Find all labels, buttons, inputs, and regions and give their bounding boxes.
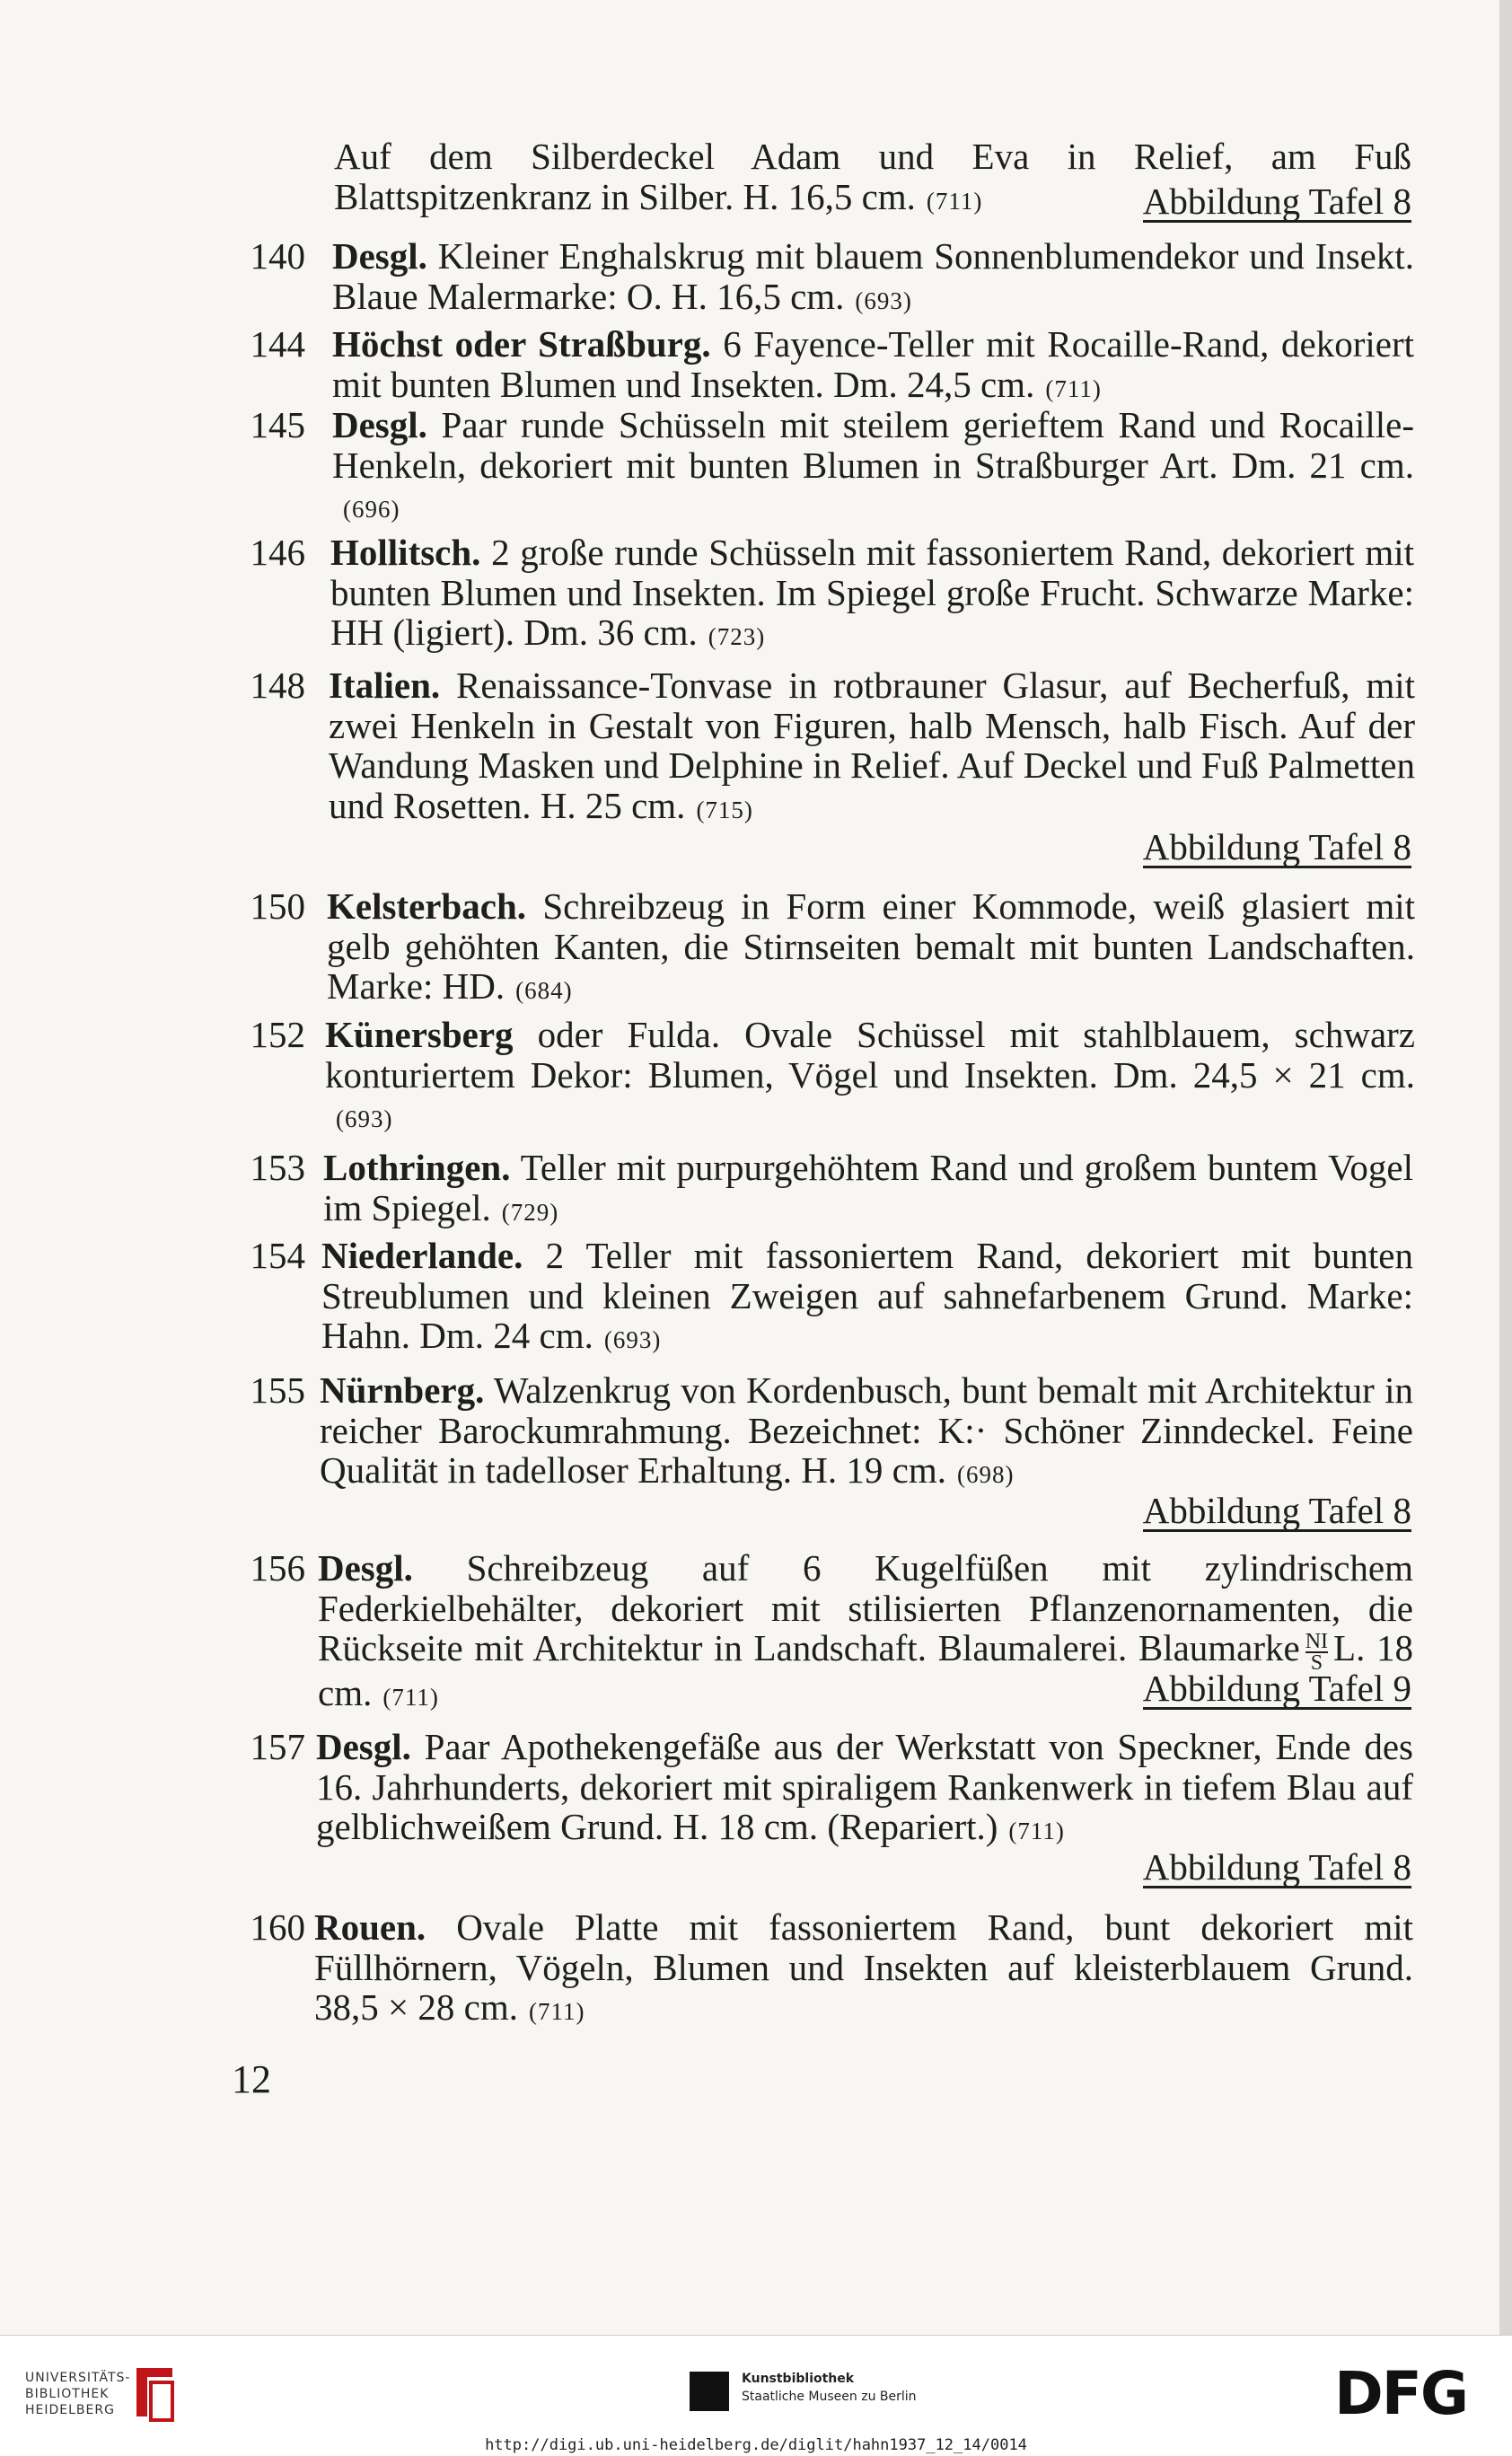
page-number: 12 — [232, 2057, 271, 2101]
entry-code: (711) — [382, 1683, 439, 1711]
entry-code: (698) — [956, 1461, 1015, 1488]
entry-code: (723) — [708, 623, 766, 650]
catalog-entry — [180, 136, 1428, 223]
catalog-entry — [180, 1727, 1428, 1888]
entry-heading: Hollitsch. — [330, 532, 481, 573]
catalog-entry — [180, 1236, 1428, 1356]
entry-code: (729) — [501, 1198, 559, 1226]
entry-text: Auf dem Silberdeckel Adam und Eva in Relief, am Fuß Blattspitzenkranz in Silber. H. 16,5 cm. — [334, 136, 1411, 217]
catalog-entry — [180, 236, 1428, 317]
entry-number: 160 — [250, 1906, 305, 1948]
catalog-entry — [180, 1547, 1428, 1713]
catalog-entry — [180, 665, 1428, 868]
entry-text: 6 Fayence-Teller mit Rocaille-Rand, dekoriert mit bunten Blumen und Insekten. Dm. 24,5 cm. — [332, 323, 1414, 405]
scan-edge — [1499, 0, 1512, 2335]
ub-line: BIBLIOTHEK — [25, 2387, 110, 2401]
plate-reference: Abbildung Tafel 8 — [1142, 180, 1411, 222]
entry-number: 154 — [250, 1235, 305, 1276]
entry-text: Walzenkrug von Kordenbusch, bunt bemalt mit Architektur in reicher Barockumrahmung. Bezeichnet: K:· Schöner Zinndeckel. Feine Qualität in tadelloser Erhaltung. H. 19 cm. — [320, 1369, 1413, 1491]
mark-fraction — [1305, 1629, 1329, 1675]
entry-text: oder Fulda. Ovale Schüssel mit stahlblauem, schwarz konturiertem Dekor: Blumen, Vögel und Insekten. Dm. 24,5 × 21 cm. — [325, 1014, 1415, 1096]
entry-heading: Desgl. — [318, 1547, 413, 1589]
fraction-numerator: NI — [1305, 1629, 1329, 1653]
entry-heading: Italien. — [329, 665, 441, 706]
entry-code: (711) — [528, 1998, 585, 2025]
ub-line: HEIDELBERG — [25, 2403, 115, 2417]
entry-code: (696) — [343, 496, 400, 523]
catalog-entry — [180, 886, 1428, 1007]
entry-heading: Desgl. — [332, 235, 427, 277]
entry-number: 140 — [250, 235, 305, 277]
entry-code: (711) — [1045, 374, 1102, 402]
kb-name: Kunstbibliothek — [742, 2372, 855, 2386]
catalog-entry — [180, 1370, 1428, 1532]
entry-text: Ovale Platte mit fassoniertem Rand, bunt dekoriert mit Füllhörnern, Vögeln, Blumen und Insekten auf kleisterblauem Grund. 38,5 × 28 cm. — [314, 1906, 1413, 2028]
entry-heading: Kelsterbach. — [327, 885, 527, 927]
ub-emblem-icon — [131, 2364, 178, 2424]
entry-number: 156 — [250, 1547, 305, 1589]
plate-reference: Abbildung Tafel 8 — [1142, 1490, 1411, 1531]
entry-code: (711) — [1008, 1818, 1065, 1844]
catalog-entry — [180, 324, 1428, 405]
catalog-entry — [180, 533, 1428, 653]
entry-text: Teller mit purpurgehöhtem Rand und großem buntem Vogel im Spiegel. — [323, 1147, 1413, 1228]
entry-number: 152 — [250, 1014, 305, 1055]
entry-heading: Lothringen. — [323, 1147, 511, 1188]
entry-text: Kleiner Enghalskrug mit blauem Sonnenblumendekor und Insekt. Blaue Malermarke: O. H. 16,5 cm. — [332, 235, 1415, 317]
kunstbibliothek-logo-icon — [690, 2372, 729, 2411]
entry-number: 150 — [250, 885, 305, 927]
catalog-entry — [180, 405, 1428, 525]
fraction-denominator: S — [1310, 1651, 1323, 1675]
entry-code: (693) — [855, 286, 912, 314]
entry-code: (693) — [603, 1326, 662, 1353]
source-url[interactable]: http://digi.ub.uni-heidelberg.de/diglit/hahn1937_12_14/0014 — [485, 2436, 1027, 2454]
entry-number: 157 — [250, 1726, 305, 1767]
plate-reference: Abbildung Tafel 8 — [1142, 826, 1411, 867]
catalog-entry — [180, 1148, 1428, 1228]
catalog-entry — [180, 1015, 1428, 1135]
entry-code: (711) — [926, 187, 983, 215]
entry-text: 2 Teller mit fassoniertem Rand, dekoriert mit bunten Streublumen und kleinen Zweigen auf sahnefarbenem Grund. Marke: Hahn. Dm. 24 cm. — [321, 1235, 1413, 1356]
entry-number: 155 — [250, 1369, 305, 1411]
entry-text: Paar Apothekengefäße aus der Werkstatt von Speckner, Ende des 16. Jahrhunderts, dekoriert mit spiraligem Rankenwerk in tiefem Blau auf gelblichweißem Grund. H. 18 cm. (Repariert.) — [316, 1726, 1414, 1847]
entry-heading: Desgl. — [332, 404, 427, 445]
entry-number: 144 — [250, 323, 305, 365]
entry-text-continued: L. 18 cm. — [318, 1627, 1413, 1713]
entry-number: 148 — [250, 665, 305, 706]
entry-text: Schreibzeug auf 6 Kugelfüßen mit zylindrischem Federkielbehälter, dekoriert mit stilisierten Pflanzenornamenten, die Rückseite mit Architektur in Landschaft. Blaumalerei. Blaumarke — [318, 1547, 1413, 1668]
entry-code: (684) — [515, 977, 573, 1004]
entry-number: 146 — [250, 532, 305, 573]
entry-text: Schreibzeug in Form einer Kommode, weiß glasiert mit gelb gehöhten Kanten, die Stirnseiten bemalt mit bunten Landschaften. Marke: HD. — [327, 885, 1415, 1007]
entry-number: 145 — [250, 404, 305, 445]
ub-heidelberg-logo — [25, 2370, 130, 2418]
entry-heading: Höchst oder Straßburg. — [332, 323, 711, 365]
plate-reference: Abbildung Tafel 9 — [1142, 1668, 1411, 1709]
footer-bar — [0, 2335, 1512, 2456]
dfg-logo: DFG — [1334, 2359, 1468, 2428]
entry-heading: Künersberg — [325, 1014, 514, 1055]
entry-heading: Nürnberg. — [320, 1369, 485, 1411]
kb-subtitle: Staatliche Museen zu Berlin — [742, 2390, 917, 2404]
ub-line: UNIVERSITÄTS- — [25, 2371, 131, 2385]
entry-heading: Rouen. — [314, 1906, 426, 1948]
entry-heading: Niederlande. — [321, 1235, 523, 1276]
entry-text: Renaissance-Tonvase in rotbrauner Glasur, auf Becherfuß, mit zwei Henkeln in Gestalt von Figuren, halb Mensch, halb Fisch. Auf der Wandung Masken und Delphine in Relief. Auf Deckel und Fuß Palmetten und Rosetten. H. 25 cm. — [329, 665, 1416, 826]
entry-code: (715) — [696, 796, 753, 823]
entry-heading: Desgl. — [316, 1726, 411, 1767]
catalog-entry — [180, 1907, 1428, 2028]
kunstbibliothek-label — [742, 2370, 917, 2406]
plate-reference: Abbildung Tafel 8 — [1142, 1846, 1411, 1888]
entry-code: (693) — [336, 1105, 393, 1132]
entry-text: Paar runde Schüsseln mit steilem gerieftem Rand und Rocaille-Henkeln, dekoriert mit bunten Blumen in Straßburger Art. Dm. 21 cm. — [332, 404, 1414, 486]
entry-text: 2 große runde Schüsseln mit fassoniertem Rand, dekoriert mit bunten Blumen und Insekten. Im Spiegel große Frucht. Schwarze Marke: HH (ligiert). Dm. 36 cm. — [330, 532, 1415, 653]
entry-number: 153 — [250, 1147, 305, 1188]
